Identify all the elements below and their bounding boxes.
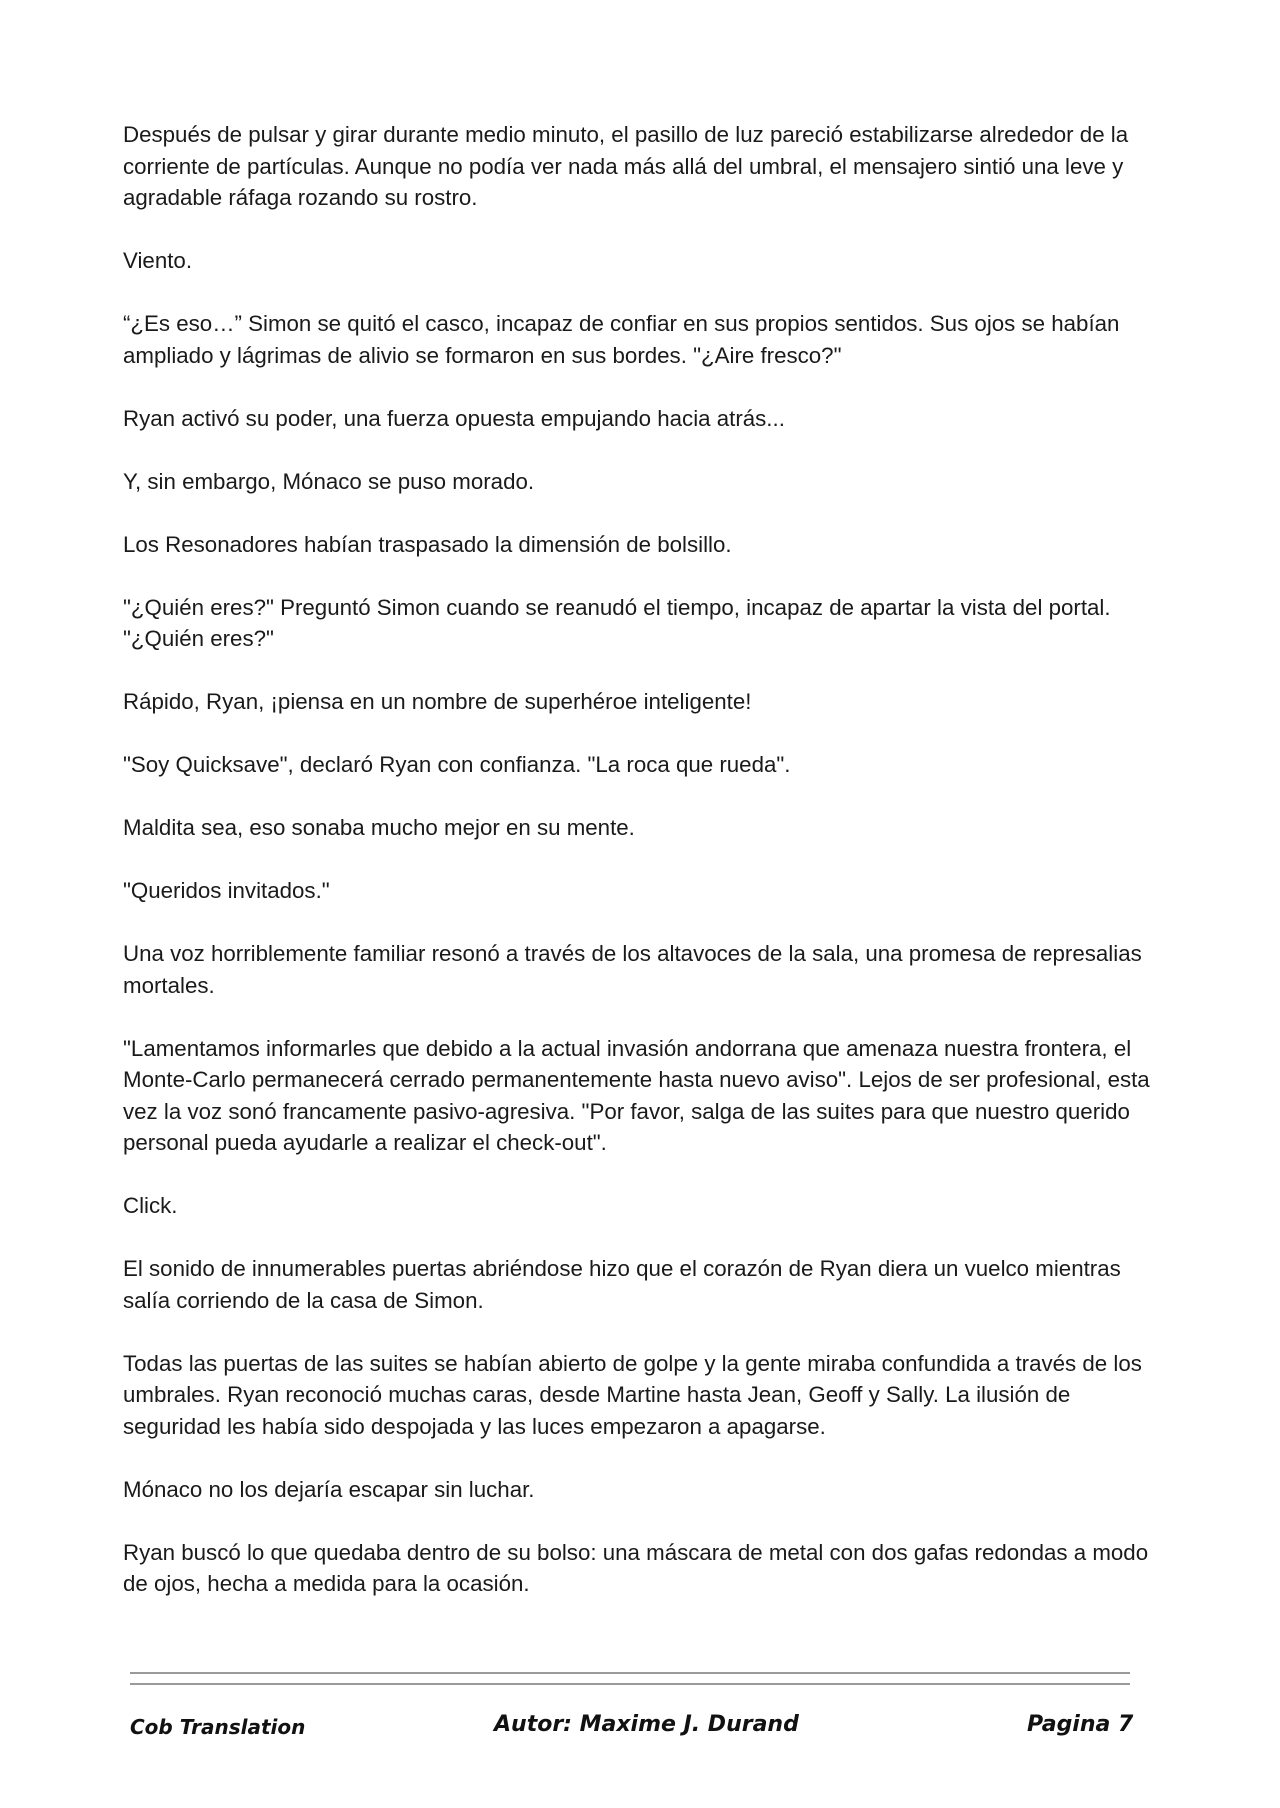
footer-divider-bottom	[130, 1683, 1130, 1685]
paragraph: Después de pulsar y girar durante medio minuto, el pasillo de luz pareció estabilizarse alrededor de la corriente de partículas. Aunque no podía ver nada más allá del umbral, el mensajero sintió una leve y agradable ráfaga rozando su rostro.	[123, 122, 1129, 210]
paragraph: “¿Es eso…” Simon se quitó el casco, incapaz de confiar en sus propios sentidos. Sus ojos se habían ampliado y lágrimas de alivio se formaron en sus bordes. "¿Aire fresco?"	[123, 311, 1120, 368]
paragraph: "Soy Quicksave", declaró Ryan con confianza. "La roca que rueda".	[123, 752, 791, 777]
paragraph: "¿Quién eres?" Preguntó Simon cuando se reanudó el tiempo, incapaz de apartar la vista del portal. "¿Quién eres?"	[123, 594, 1111, 651]
footer-divider-top	[130, 1672, 1130, 1674]
paragraph: Los Resonadores habían traspasado la dimensión de bolsillo.	[123, 531, 732, 557]
paragraph: Y, sin embargo, Mónaco se puso morado.	[123, 468, 535, 494]
body-text	[123, 119, 1158, 1631]
footer-publisher: Cob Translation	[130, 1715, 306, 1739]
paragraph: Ryan activó su poder, una fuerza opuesta empujando hacia atrás...	[123, 405, 785, 431]
paragraph: "Lamentamos informarles que debido a la actual invasión andorrana que amenaza nuestra frontera, el Monte-Carlo permanecerá cerrado permanentemente hasta nuevo aviso". Lejos de ser profesional, esta vez la voz sonó francamente pasivo-agresiva. "Por favor, salga de las suites para que nuestro querido personal pueda ayudarle a realizar el check-out".	[123, 1035, 1150, 1155]
paragraph: Una voz horriblemente familiar resonó a través de los altavoces de la sala, una promesa de represalias mortales.	[123, 941, 1142, 998]
paragraph: Todas las puertas de las suites se habían abierto de golpe y la gente miraba confundida a través de los umbrales. Ryan reconoció muchas caras, desde Martine hasta Jean, Geoff y Sally. La ilusión de seguridad les había sido despojada y las luces empezaron a apagarse.	[123, 1350, 1142, 1439]
paragraph: Maldita sea, eso sonaba mucho mejor en su mente.	[123, 815, 635, 840]
paragraph: Rápido, Ryan, ¡piensa en un nombre de superhéroe inteligente!	[123, 689, 752, 714]
paragraph: Mónaco no los dejaría escapar sin luchar.	[123, 1476, 535, 1502]
paragraph: Ryan buscó lo que quedaba dentro de su bolso: una máscara de metal con dos gafas redondas a modo de ojos, hecha a medida para la ocasión.	[123, 1539, 1149, 1596]
footer-author: Autor: Maxime J. Durand	[494, 1712, 799, 1737]
paragraph: Viento.	[123, 248, 193, 273]
paragraph: "Queridos invitados."	[123, 878, 330, 903]
paragraph: El sonido de innumerables puertas abriéndose hizo que el corazón de Ryan diera un vuelco mientras salía corriendo de la casa de Simon.	[123, 1256, 1121, 1313]
footer-page-number: Pagina 7	[1027, 1712, 1134, 1737]
paragraph: Click.	[123, 1193, 178, 1218]
